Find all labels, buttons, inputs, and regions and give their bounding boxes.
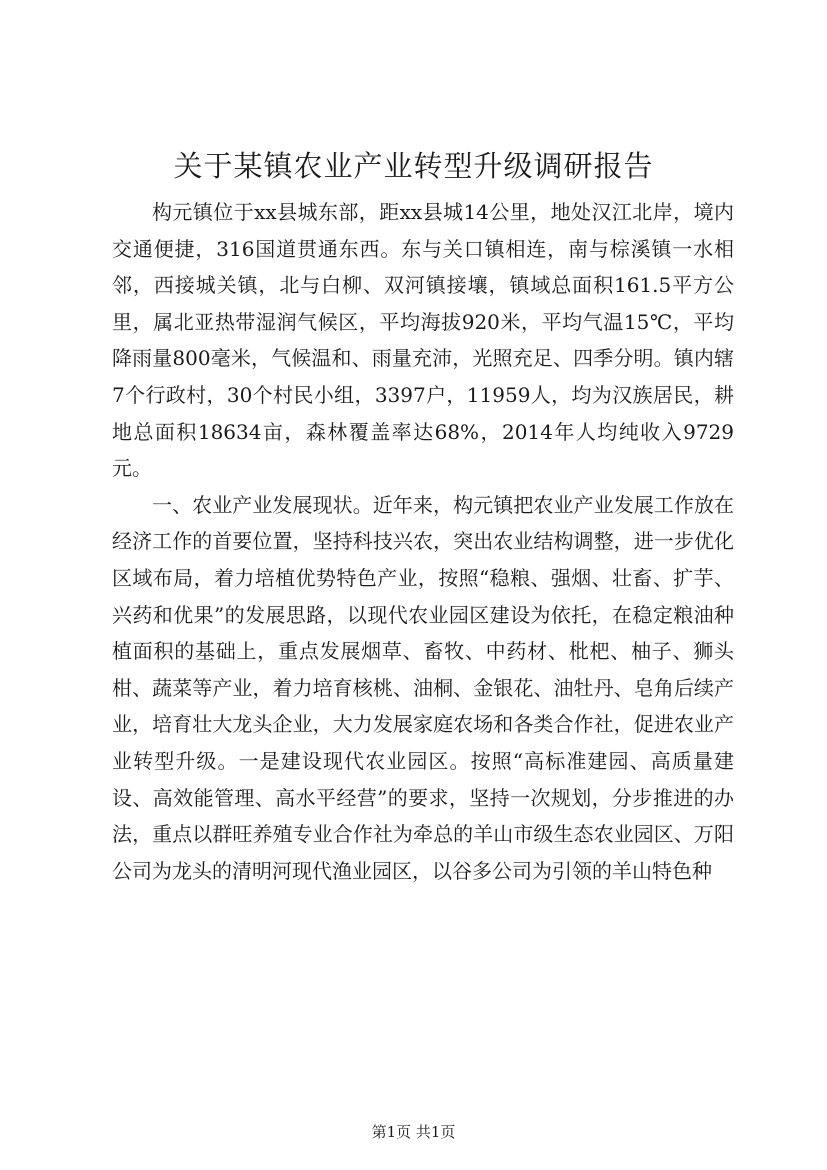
paragraph-intro: 构元镇位于xx县城东部，距xx县城14公里，地处汉江北岸，境内交通便捷，316国道贯通东西。东与关口镇相连，南与棕溪镇一水相邻，西接城关镇，北与白柳、双河镇接壤，镇域总面积161.5平方公里，属北亚热带湿润气候区，平均海拔920米，平均气温15℃，平均降雨量800毫米，气候温和、雨量充沛，光照充足、四季分明。镇内辖7个行政村，30个村民小组，3397户，11959人，均为汉族居民，耕地总面积18634亩，森林覆盖率达68%，2014年人均纯收入9729元。 <box>112 200 734 481</box>
paragraph-agriculture-status: 一、农业产业发展现状。近年来，构元镇把农业产业发展工作放在经济工作的首要位置，坚持科技兴农，突出农业结构调整，进一步优化区域布局，着力培植优势特色产业，按照“稳粮、强烟、壮畜、扩芋、兴药和优果”的发展思路，以现代农业园区建设为依托，在稳定粮油种植面积的基础上，重点发展烟草、畜牧、中药材、枇杷、柚子、狮头柑、蔬菜等产业，着力培育核桃、油桐、金银花、油牡丹、皂角后续产业，培育壮大龙头企业，大力发展家庭农场和各类合作社，促进农业产业转型升级。一是建设现代农业园区。按照“高标准建园、高质量建设、高效能管理、高水平经营”的要求，坚持一次规划，分步推进的办法，重点以群旺养殖专业合作社为牵总的羊山市级生态农业园区、万阳公司为龙头的清明河现代渔业园区，以谷多公司为引领的羊山特色种 <box>112 492 734 883</box>
document-title: 关于某镇农业产业转型升级调研报告 <box>173 149 654 183</box>
document-body <box>112 194 734 889</box>
page-footer: 第1页 共1页 <box>371 1123 456 1141</box>
